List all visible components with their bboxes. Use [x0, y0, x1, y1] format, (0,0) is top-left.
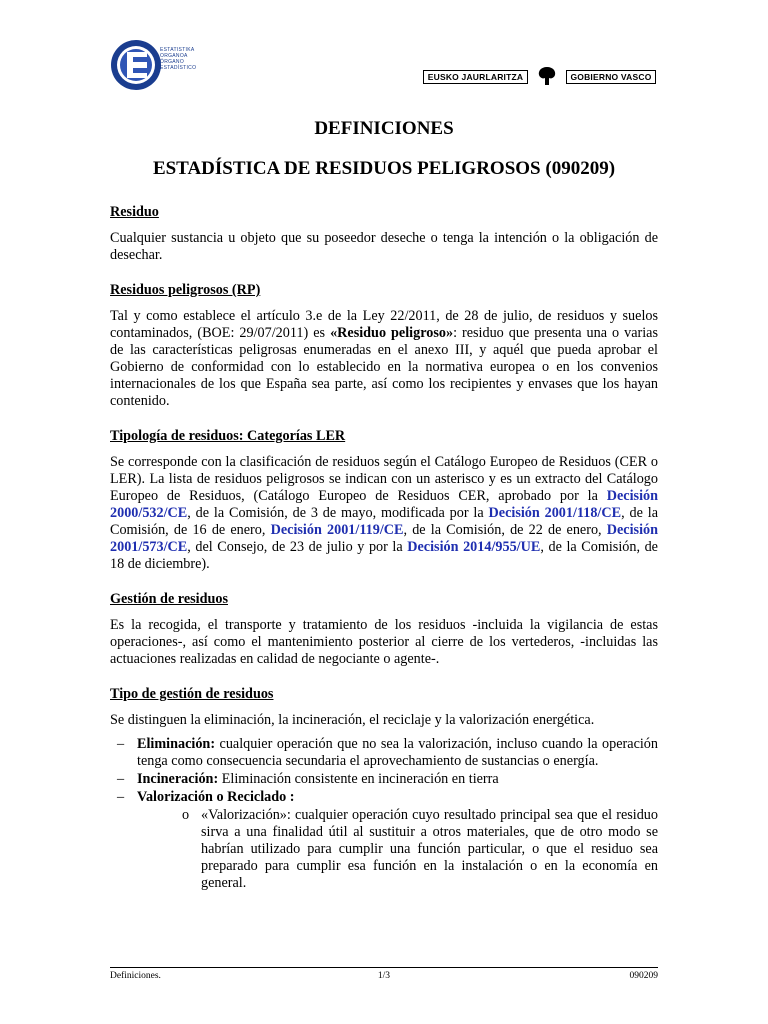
- gov-name-basque: EUSKO JAURLARITZA: [423, 70, 528, 84]
- eustat-logo-text: ESTATISTIKA ORGANOA ÓRGANO ESTADÍSTICO: [160, 47, 197, 71]
- section-heading-peligrosos: Residuos peligrosos (RP): [110, 282, 261, 298]
- dash-marker: –: [117, 736, 125, 752]
- list-item-incineracion: – Incineración: Eliminación consistente en incineración en tierra: [117, 771, 499, 787]
- section-heading-residuo: Residuo: [110, 204, 159, 220]
- section-text-ler: Se corresponde con la clasificación de residuos según el Catálogo Europeo de Residuos (CER o LER). La lista de residuos peligrosos se indican con un asterisco y es un extracto del Catálogo Europeo de Residuos, (Catálogo Europeo de Residuos CER, aprobado por la Decisión 2000/532/CE, de la Comisión, de 3 de mayo, modificada por la Decisión 2001/118/CE, de la Comisión, de 16 de enero, Decisión 2001/119/CE, de la Comisión, de 22 de enero, Decisión 2001/573/CE, del Consejo, de 23 de julio y por la Decisión 2014/955/UE, de la Comisión, de 18 de diciembre).: [110, 454, 658, 572]
- gov-name-spanish: GOBIERNO VASCO: [566, 70, 656, 84]
- tree-emblem-icon: [536, 66, 558, 86]
- section-heading-gestion: Gestión de residuos: [110, 591, 228, 607]
- eustat-logo: [109, 38, 195, 92]
- link-decision-2001-119[interactable]: Decisión 2001/119/CE: [270, 522, 404, 538]
- link-decision-2014-955[interactable]: Decisión 2014/955/UE: [407, 539, 541, 555]
- footer-label: Definiciones.: [110, 971, 161, 981]
- section-text-tipo: Se distinguen la eliminación, la incineración, el reciclaje y la valorización energética.: [110, 712, 595, 728]
- footer-code: 090209: [629, 971, 658, 981]
- section-text-residuo: Cualquier sustancia u objeto que su poseedor deseche o tenga la intención o la obligación de desechar.: [110, 230, 658, 263]
- link-decision-2001-573[interactable]: Decisión 2001/573/CE: [110, 522, 658, 555]
- page-number: 1/3: [377, 971, 391, 981]
- page-footer: [110, 967, 658, 981]
- tipo-list: [110, 736, 658, 806]
- gobierno-vasco-logo: [423, 70, 656, 84]
- sub-list-item-valorizacion: o «Valorización»: cualquier operación cuyo resultado principal sea que el residuo sirva a una finalidad útil al sustituir a otros materiales, que de otro modo se habrían utilizado para cumplir una función particular, o que el residuo sea preparado para cumplir esa función en la instalación o en la economía en general.: [182, 807, 658, 891]
- dash-marker: –: [117, 789, 125, 805]
- section-heading-ler: Tipología de residuos: Categorías LER: [110, 428, 346, 444]
- section-heading-tipo: Tipo de gestión de residuos: [110, 686, 274, 702]
- list-item-eliminacion: – Eliminación: cualquier operación que no sea la valorización, incluso cuando la operación tenga como consecuencia secundaria el aprovechamiento de sustancias o energía.: [117, 736, 658, 769]
- page-subtitle: ESTADÍSTICA DE RESIDUOS PELIGROSOS (090209): [152, 158, 616, 179]
- link-decision-2001-118[interactable]: Decisión 2001/118/CE: [488, 505, 622, 521]
- page-title: DEFINICIONES: [314, 118, 454, 139]
- link-decision-2000-532[interactable]: Decisión 2000/532/CE: [110, 488, 658, 521]
- section-text-peligrosos: Tal y como establece el artículo 3.e de la Ley 22/2011, de 28 de julio, de residuos y suelos contaminados, (BOE: 29/07/2011) es «Residuo peligroso»: residuo que presenta una o varias de las características peligrosas enumeradas en el anexo III, y aquél que pueda aprobar el Gobierno de conformidad con lo establecido en la normativa europea o en los convenios internacionales de los que España sea parte, así como los recipientes y envases que los hayan contenido.: [110, 308, 659, 409]
- term-residuo-peligroso: «Residuo peligroso»: [330, 325, 454, 341]
- dash-marker: –: [117, 771, 125, 787]
- section-text-gestion: Es la recogida, el transporte y tratamiento de los residuos -incluida la vigilancia de estas operaciones-, así como el mantenimiento posterior al cierre de los vertederos, -incluidas las actuaciones realizadas en calidad de negociante o agente-.: [110, 617, 658, 667]
- document-body: [110, 204, 658, 892]
- list-item-valorizacion: – Valorización o Reciclado :: [117, 789, 295, 805]
- circle-bullet: o: [182, 807, 190, 823]
